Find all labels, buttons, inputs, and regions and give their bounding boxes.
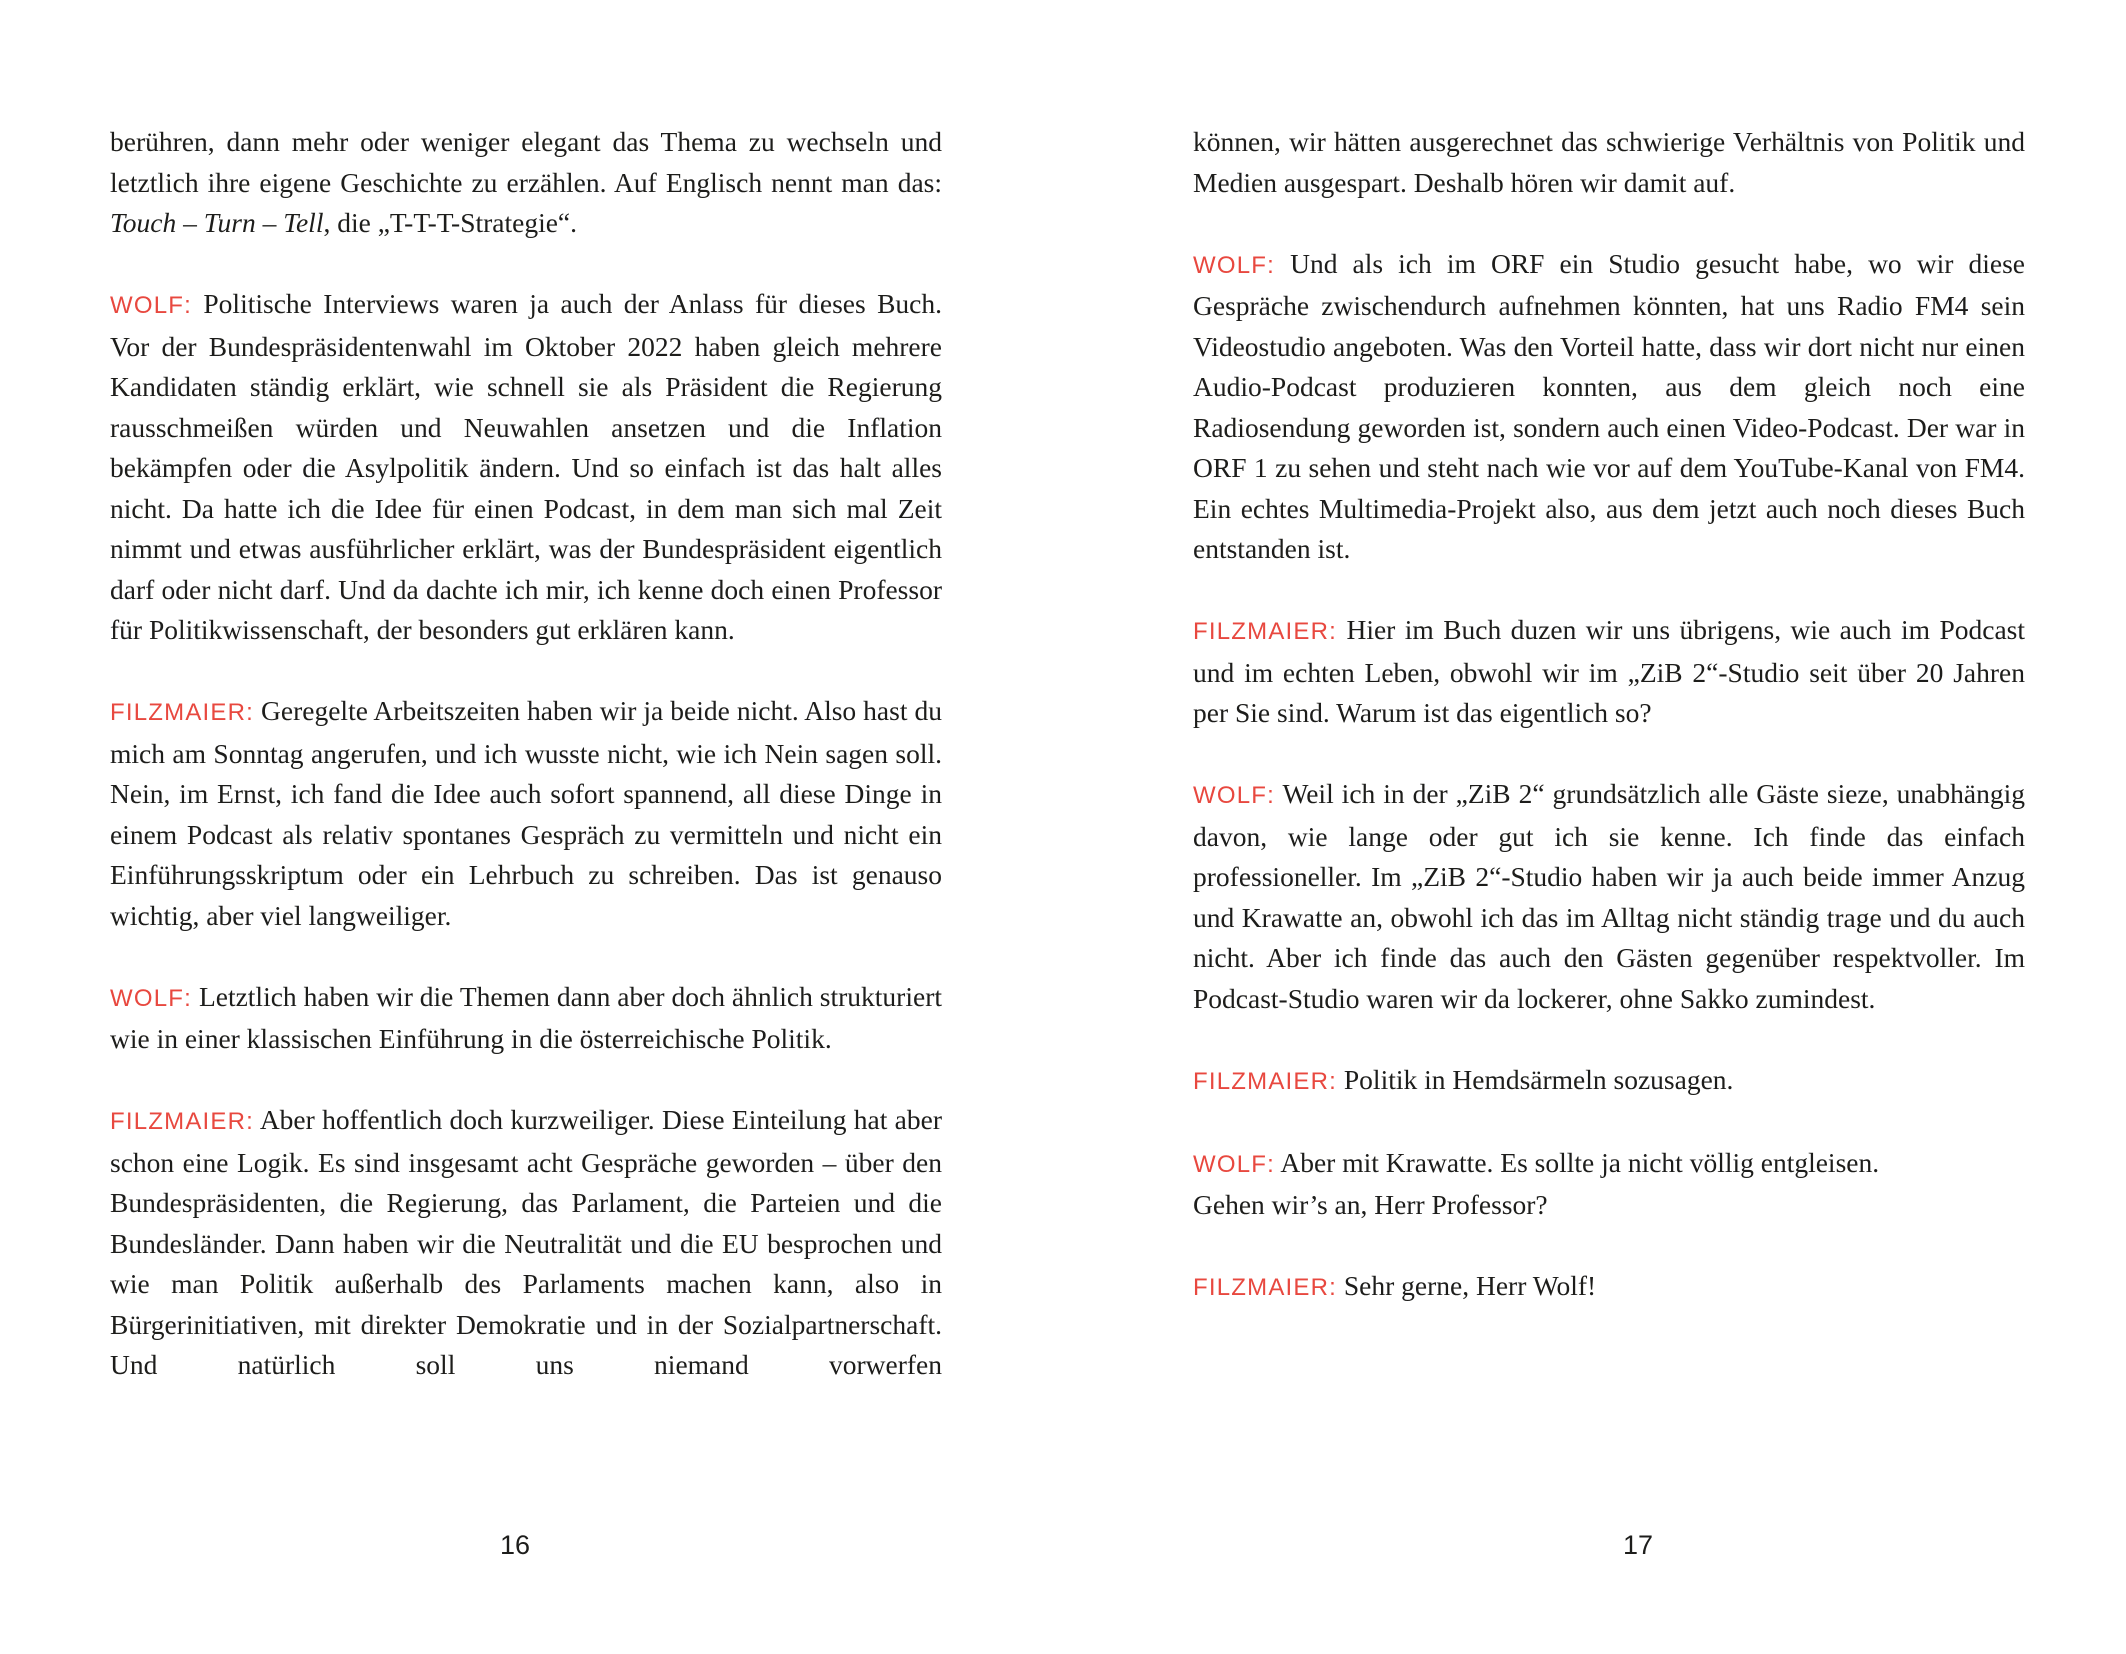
speaker-label: FILZMAIER: [1193, 618, 1338, 645]
page-number: 17 [1622, 1530, 1654, 1560]
speaker-label: FILZMAIER: [1193, 1067, 1338, 1095]
speaker-label: WOLF: [1193, 1150, 1275, 1178]
paragraph [1193, 122, 2025, 203]
page-number: 16 [499, 1530, 531, 1560]
paragraph [1193, 610, 2025, 734]
left-page-text [110, 122, 942, 1426]
paragraph-text: berühren, dann mehr oder weniger elegant das Thema zu wechseln und letztlich ihre eigene Geschichte zu erzählen. Auf Englisch nennt man das: [110, 126, 942, 198]
paragraph-text: Gehen wir’s an, Herr Professor? [1193, 1189, 1548, 1220]
paragraph [1193, 1143, 2025, 1226]
paragraph-text: Politik in Hemdsärmeln sozusagen. [1343, 1063, 1734, 1095]
paragraph-text: Geregelte Arbeitszeiten haben wir ja beide nicht. Also hast du mich am Sonntag angerufen, und ich wusste nicht, wie ich Nein sagen soll. Nein, im Ernst, ich fand die Idee auch sofort spannend, all diese Dinge in einem Podcast als relativ spontanes Gespräch zu vermitteln und nicht ein Einführungsskriptum oder ein Lehrbuch zu schreiben. Das ist genauso wichtig, aber viel langweiliger. [110, 695, 942, 931]
paragraph-text: können, wir hätten ausgerechnet das schwierige Verhältnis von Politik und Medien ausgespart. Deshalb hören wir damit auf. [1193, 126, 2025, 198]
paragraph-text: Letztlich haben wir die Themen dann aber doch ähnlich strukturiert wie in einer klassischen Einführung in die österreichische Politik. [110, 980, 942, 1054]
paragraph [1193, 774, 2025, 1019]
paragraph-text-italic: Touch – Turn – Tell [110, 207, 324, 238]
paragraph [110, 122, 942, 244]
speaker-label: FILZMAIER: [1193, 1274, 1338, 1301]
speaker-label: FILZMAIER: [110, 699, 255, 726]
paragraph [110, 691, 942, 936]
paragraph-text: Politische Interviews waren ja auch der Anlass für dieses Buch. Vor der Bundespräsidentenwahl im Oktober 2022 haben gleich mehrere Kandidaten ständig erklärt, wie schnell sie als Präsident die Regierung rausschmeißen würden und Neuwahlen ansetzen und die Inflation bekämpfen oder die Asylpolitik ändern. Und so einfach ist das halt alles nicht. Da hatte ich die Idee für einen Podcast, in dem man sich mal Zeit nimmt und etwas ausführlicher erklärt, was der Bundespräsident eigentlich darf oder nicht darf. Und da dachte ich mir, ich kenne doch einen Professor für Politikwissenschaft, der besonders gut erklären kann. [110, 288, 942, 645]
paragraph [110, 284, 942, 651]
paragraph [110, 1100, 942, 1386]
paragraph [1193, 244, 2025, 570]
paragraph-text: Aber hoffentlich doch kurzweiliger. Diese Einteilung hat aber schon eine Logik. Es sind insgesamt acht Gespräche geworden – über den Bundespräsidenten, die Regierung, das Parlament, die Parteien und die Bundesländer. Dann haben wir die Neutralität und die EU besprochen und wie man Politik außerhalb des Parlaments machen kann, also in Bürgerinitiativen, mit direkter Demokratie und in der Sozialpartnerschaft. Und natürlich soll uns niemand vorwerfen [110, 1104, 942, 1380]
paragraph-text: , die „T-T-T-Strategie“. [323, 207, 578, 238]
paragraph [110, 977, 942, 1060]
speaker-label: FILZMAIER: [110, 1108, 255, 1135]
speaker-label: WOLF: [110, 984, 192, 1012]
right-page-text [1193, 122, 2025, 1349]
paragraph [1193, 1060, 2025, 1103]
paragraph-text: Sehr gerne, Herr Wolf! [1343, 1270, 1597, 1301]
right-page [1063, 0, 2126, 1654]
speaker-label: WOLF: [1193, 782, 1275, 809]
speaker-label: WOLF: [110, 292, 192, 319]
paragraph-text: Aber mit Krawatte. Es sollte ja nicht völlig entgleisen. [1280, 1146, 1880, 1178]
paragraph [1193, 1266, 2025, 1309]
paragraph-text: Weil ich in der „ZiB 2“ grundsätzlich alle Gäste sieze, unabhängig davon, wie lange oder gut ich sie kenne. Ich finde das einfach professioneller. Im „ZiB 2“-Studio haben wir ja auch beide immer Anzug und Krawatte an, obwohl ich das im Alltag nicht ständig trage und du auch nicht. Aber ich finde das auch den Gästen gegenüber respektvoller. Im Podcast-Studio waren wir da lockerer, ohne Sakko zumindest. [1193, 778, 2025, 1014]
paragraph-text: Und als ich im ORF ein Studio gesucht habe, wo wir diese Gespräche zwischendurch aufnehmen könnten, hat uns Radio FM4 sein Videostudio angeboten. Was den Vorteil hatte, dass wir dort nicht nur einen Audio-Podcast produzieren konnten, aus dem gleich noch eine Radiosendung geworden ist, sondern auch einen Video-Podcast. Der war in ORF 1 zu sehen und steht nach wie vor auf dem YouTube-Kanal von FM4. Ein echtes Multimedia-Projekt also, aus dem jetzt auch noch dieses Buch entstanden ist. [1193, 247, 2026, 564]
speaker-label: WOLF: [1193, 251, 1275, 279]
paragraph-text: Hier im Buch duzen wir uns übrigens, wie auch im Podcast und im echten Leben, obwohl wir im „ZiB 2“-Studio seit über 20 Jahren per Sie sind. Warum ist das eigentlich so? [1193, 614, 2025, 728]
